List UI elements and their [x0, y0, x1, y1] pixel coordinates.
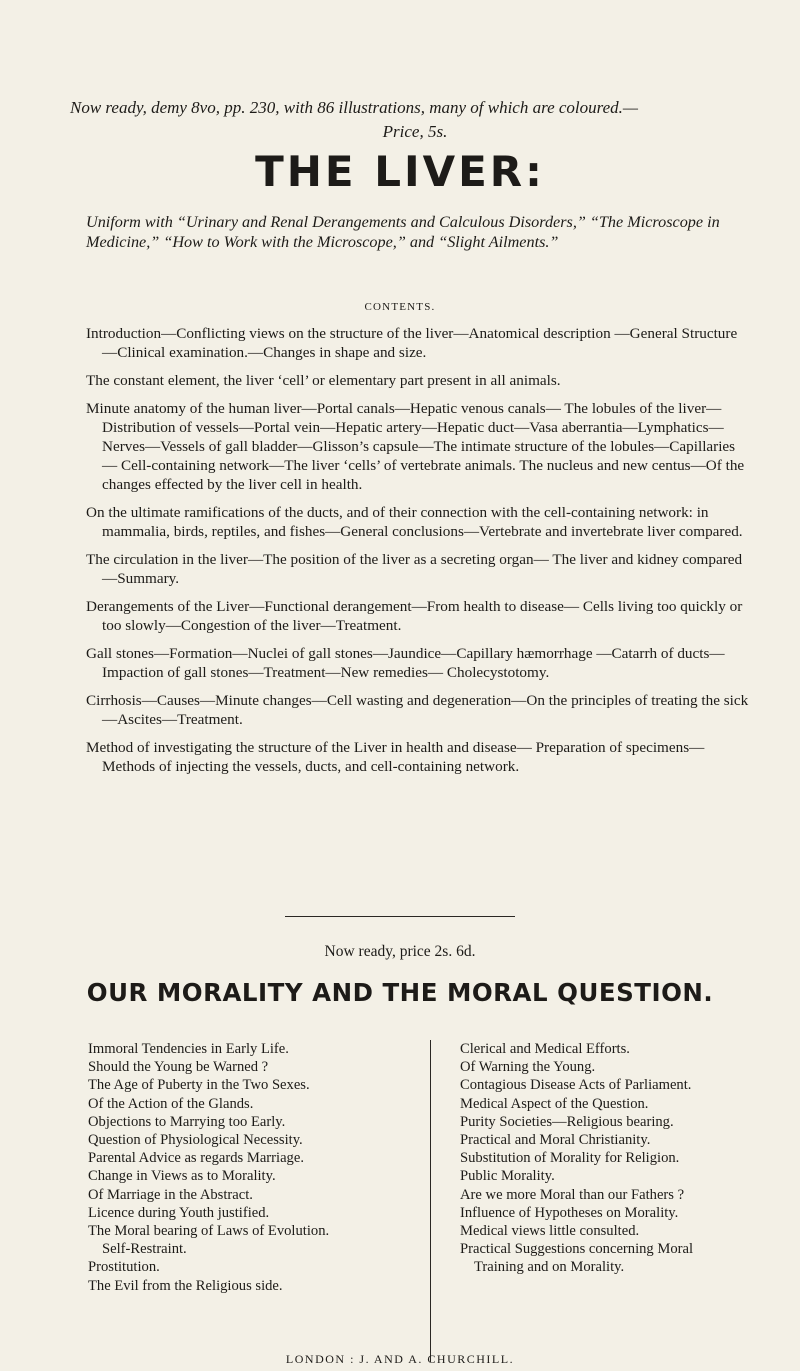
topic-item: Licence during Youth justified.	[88, 1204, 270, 1221]
topic-item: Training and on Morality.	[474, 1259, 625, 1276]
topic-item: Question of Physiological Necessity.	[88, 1132, 303, 1149]
topic-item: The Evil from the Religious side.	[88, 1277, 283, 1294]
topic-item: Clerical and Medical Efforts.	[460, 1041, 630, 1057]
topic-item: Medical views little consulted.	[460, 1223, 640, 1240]
topic-item: The Moral bearing of Laws of Evolution.	[88, 1223, 330, 1240]
contents-paragraph: Cirrhosis—Causes—Minute changes—Cell wasting and degeneration—On the principles of treating the sick—Ascites—Treatment.	[86, 692, 749, 728]
contents-paragraph: Introduction—Conflicting views on the structure of the liver—Anatomical description —General Structure—Clinical examination.—Changes in shape and size.	[86, 325, 738, 361]
topic-item: The Age of Puberty in the Two Sexes.	[88, 1077, 310, 1094]
topic-item: Public Morality.	[460, 1168, 555, 1185]
contents-paragraph: The circulation in the liver—The position of the liver as a secreting organ— The liver and kidney compared—Summary.	[86, 551, 743, 587]
topic-item: Prostitution.	[88, 1259, 160, 1276]
topic-item: Change in Views as to Morality.	[88, 1168, 276, 1185]
topic-item: Objections to Marrying too Early.	[88, 1113, 286, 1130]
uniform-with-text: Uniform with “Urinary and Renal Derangements and Calculous Disorders,” “The Microscope in Medicine,” “How to Work with the Microscope,” and “Slight Ailments.”	[86, 213, 720, 251]
second-book-notice: Now ready, price 2s. 6d.	[324, 943, 476, 960]
contents-heading: CONTENTS.	[364, 301, 436, 313]
topic-item: Immoral Tendencies in Early Life.	[88, 1041, 289, 1057]
topic-item: Of Marriage in the Abstract.	[88, 1186, 253, 1203]
topic-item: Are we more Moral than our Fathers ?	[460, 1186, 685, 1203]
book-title-morality: OUR MORALITY AND THE MORAL QUESTION.	[86, 978, 714, 1007]
topic-item: Medical Aspect of the Question.	[460, 1095, 649, 1112]
topics-left-column	[88, 1040, 412, 1295]
publisher-footer: LONDON : J. AND A. CHURCHILL.	[285, 1352, 515, 1366]
contents-paragraph: On the ultimate ramifications of the ducts, and of their connection with the cell-containing network: in mammalia, birds, reptiles, and fishes—General conclusions—Vertebrate and invertebrate liver compared.	[86, 504, 743, 540]
book-title-liver: THE LIVER:	[255, 147, 545, 196]
notice-line-1: Now ready, demy 8vo, pp. 230, with 86 illustrations, many of which are coloured.—	[70, 98, 639, 117]
contents-paragraph: Method of investigating the structure of the Liver in health and disease— Preparation of specimens—Methods of injecting the vessels, ducts, and cell-containing network.	[86, 739, 705, 775]
topic-item: Self-Restraint.	[102, 1241, 187, 1258]
contents-paragraph: Minute anatomy of the human liver—Portal canals—Hepatic venous canals— The lobules of the liver—Distribution of vessels—Portal vein—Hepatic artery—Hepatic duct—Vasa aberrantia—Lymphatics—Nerves—Vessels of gall bladder—Glisson’s capsule—The intimate structure of the lobules—Capillaries— Cell-containing network—The liver ‘cells’ of vertebrate animals. The nucleus and new centus—Of the changes effected by the liver cell in health.	[86, 400, 745, 493]
topic-item: Substitution of Morality for Religion.	[460, 1150, 680, 1167]
contents-paragraph: Derangements of the Liver—Functional derangement—From health to disease— Cells living too quickly or too slowly—Congestion of the liver—Treatment.	[86, 598, 743, 634]
notice-price: Price, 5s.	[382, 122, 448, 141]
topic-item: Contagious Disease Acts of Parliament.	[460, 1077, 692, 1094]
publication-notice	[70, 96, 760, 144]
topic-item: Practical Suggestions concerning Moral	[460, 1241, 694, 1258]
topic-item: Practical and Moral Christianity.	[460, 1132, 651, 1149]
topic-item: Of Warning the Young.	[460, 1059, 596, 1076]
divider-rule	[285, 916, 515, 917]
column-divider	[430, 1040, 431, 1362]
topic-item: Purity Societies—Religious bearing.	[460, 1113, 674, 1130]
contents-paragraph: The constant element, the liver ‘cell’ or elementary part present in all animals.	[86, 372, 561, 389]
contents-paragraph: Gall stones—Formation—Nuclei of gall stones—Jaundice—Capillary hæmorrhage —Catarrh of ducts—Impaction of gall stones—Treatment—New remedies— Cholecystotomy.	[86, 645, 725, 681]
topic-item: Influence of Hypotheses on Morality.	[460, 1204, 679, 1221]
contents-list	[86, 324, 750, 785]
topic-item: Of the Action of the Glands.	[88, 1095, 254, 1112]
topic-item: Parental Advice as regards Marriage.	[88, 1150, 304, 1167]
topic-item: Should the Young be Warned ?	[88, 1059, 269, 1076]
